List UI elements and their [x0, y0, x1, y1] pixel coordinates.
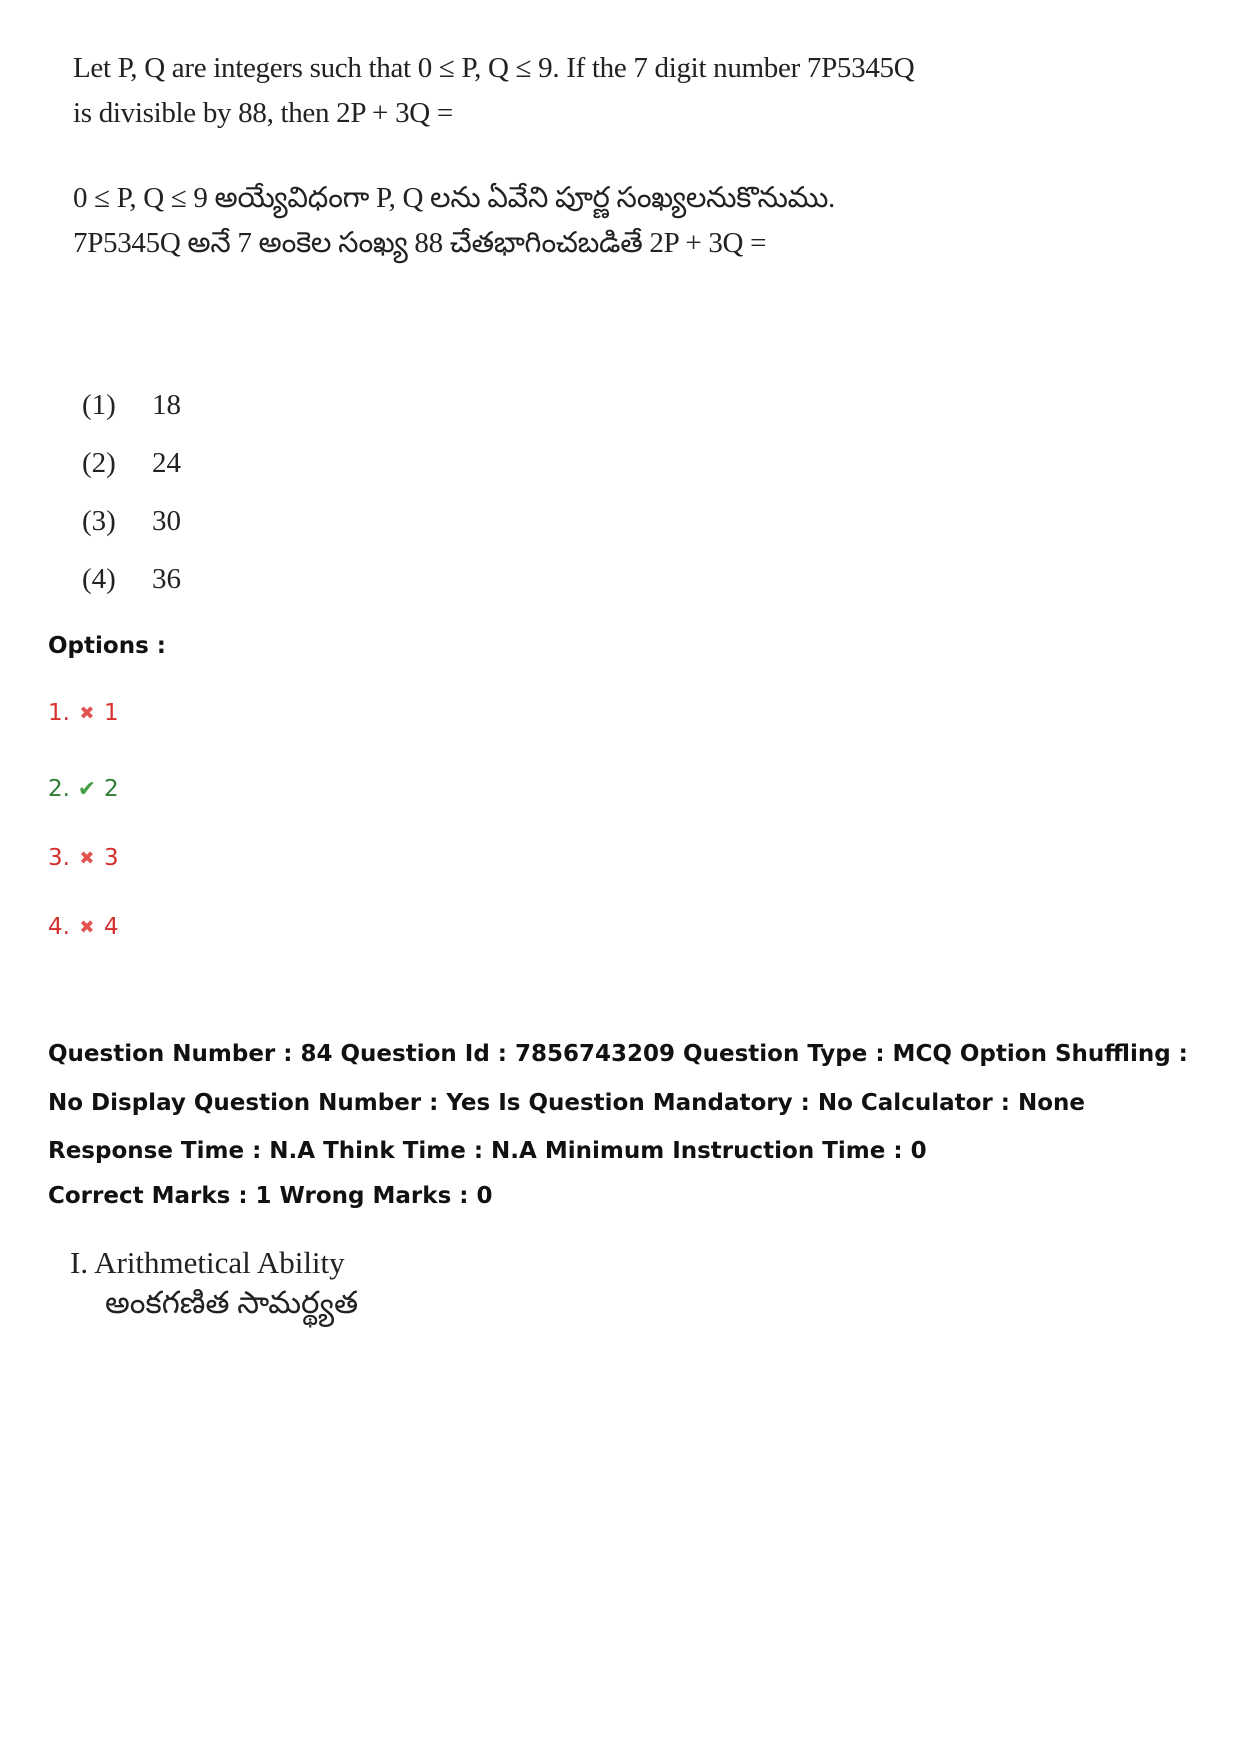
cross-icon: ✖: [79, 702, 95, 724]
question-english-line-1: Let P, Q are integers such that 0 ≤ P, Q ≤ 9. If the 7 digit number 7P5345Q: [73, 52, 915, 84]
cross-icon: ✖: [79, 916, 95, 938]
option-3: [48, 845, 119, 871]
choice-4: [82, 550, 181, 608]
option-number: 4.: [48, 914, 70, 940]
option-number: 1.: [48, 700, 70, 726]
choice-1: [82, 376, 181, 434]
choice-value: 24: [152, 446, 181, 479]
option-4: [48, 914, 119, 940]
choice-number: (1): [82, 388, 116, 421]
choice-value: 36: [152, 562, 181, 595]
choice-value: 30: [152, 504, 181, 537]
section-heading: [70, 1243, 358, 1323]
choice-number: (3): [82, 504, 116, 537]
cross-icon: ✖: [79, 847, 95, 869]
marks-info: Correct Marks : 1 Wrong Marks : 0: [48, 1183, 493, 1209]
question-telugu-line-2: 7P5345Q అనే 7 అంకెల సంఖ్య 88 చేతభాగించబడితే 2P + 3Q =: [73, 227, 767, 259]
question-telugu-line-1: 0 ≤ P, Q ≤ 9 అయ్యేవిధంగా P, Q లను ఏవేని పూర్ణ సంఖ్యలనుకొనుము.: [73, 182, 836, 214]
option-1: [48, 700, 119, 726]
choice-3: [82, 492, 181, 550]
choice-number: (4): [82, 562, 116, 595]
section-title-telugu: అంకగణిత సామర్థ్యత: [105, 1285, 359, 1320]
section-title-english: I. Arithmetical Ability: [70, 1245, 345, 1280]
question-english-line-2: is divisible by 88, then 2P + 3Q =: [73, 97, 453, 129]
question-image: [73, 46, 973, 266]
choice-value: 18: [152, 388, 181, 421]
option-number: 3.: [48, 845, 70, 871]
option-label: 1: [103, 700, 119, 726]
option-label: 2: [103, 776, 119, 802]
check-icon: ✔: [77, 776, 97, 802]
option-2: [48, 776, 119, 802]
question-metadata: Question Number : 84 Question Id : 7856743209 Question Type : MCQ Option Shuffling : No Display Question Number : Yes Is Question Mandatory : No Calculator : None Response Time : N.A Think Time : N.A Minimum Instruction Time : 0: [48, 1041, 1188, 1164]
option-label: 3: [103, 845, 119, 871]
option-label: 4: [103, 914, 119, 940]
choice-2: [82, 434, 181, 492]
answer-choices: [82, 376, 181, 608]
options-heading: Options :: [48, 633, 166, 659]
choice-number: (2): [82, 446, 116, 479]
option-number: 2.: [48, 776, 70, 802]
